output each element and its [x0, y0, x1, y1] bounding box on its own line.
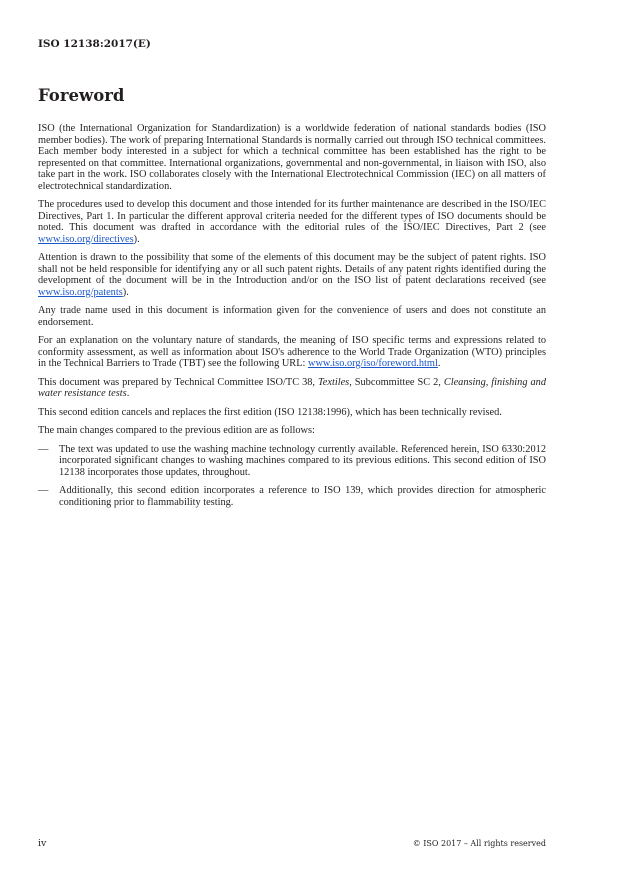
- list-item-text: The text was updated to use the washing machine technology currently available. Referenced herein, ISO 6330:2012 incorporated significant changes to washing machines compared to its previous editions. This second edition of ISO 12138 incorporates those updates, throughout.: [59, 443, 546, 478]
- list-item: [38, 444, 546, 479]
- list-dash: —: [38, 443, 49, 455]
- paragraph-voluntary-nature: For an explanation on the voluntary nature of standards, the meaning of ISO specific terms and expressions related to conformity assessment, as well as information about ISO's adherence to the World Trade Organization (WTO) principles in the Technical Barriers to Trade (TBT) see the following URL: www.iso.org/iso/foreword.html.: [38, 335, 546, 369]
- list-item: [38, 485, 546, 508]
- paragraph-patents: Attention is drawn to the possibility that some of the elements of this document may be the subject of patent rights. ISO shall not be held responsible for identifying any or all such patent rights. Details of any patent rights identified during the development of the document will be in the Introduction and/or on the ISO list of patent declarations received (see www.iso.org/patents).: [38, 252, 546, 298]
- directives-link[interactable]: www.iso.org/directives: [38, 233, 134, 245]
- paragraph-procedures: The procedures used to develop this document and those intended for its further maintenance are described in the ISO/IEC Directives, Part 1. In particular the different approval criteria needed for the different types of ISO documents should be noted. This document was drafted in accordance with the editorial rules of the ISO/IEC Directives, Part 2 (see www.iso.org/directives).: [38, 199, 546, 245]
- document-identifier: ISO 12138:2017(E): [38, 38, 151, 50]
- paragraph-trade-name: Any trade name used in this document is information given for the convenience of users and does not constitute an endorsement.: [38, 305, 546, 328]
- copyright-notice: © ISO 2017 – All rights reserved: [412, 839, 546, 848]
- foreword-link[interactable]: www.iso.org/iso/foreword.html: [307, 358, 438, 369]
- page-number: iv: [38, 838, 47, 849]
- page-title: Foreword: [38, 86, 125, 105]
- paragraph-edition: This second edition cancels and replaces the first edition (ISO 12138:1996), which has been technically revised.: [38, 406, 502, 418]
- paragraph-iso-intro: ISO (the International Organization for Standardization) is a worldwide federation of national standards bodies (ISO member bodies). The work of preparing International Standards is normally carried out through ISO technical committees. Each member body interested in a subject for which a technical committee has been established has the right to be represented on that committee. International organizations, governmental and non-governmental, in liaison with ISO, also take part in the work. ISO collaborates closely with the International Electrotechnical Commission (IEC) on all matters of electrotechnical standardization.: [38, 123, 546, 192]
- patents-link[interactable]: www.iso.org/patents: [38, 286, 123, 298]
- paragraph-changes-intro: The main changes compared to the previous edition are as follows:: [38, 425, 315, 436]
- foreword-body: [38, 123, 546, 515]
- list-item-text: Additionally, this second edition incorporates a reference to ISO 139, which provides direction for atmospheric conditioning prior to flammability testing.: [59, 485, 546, 508]
- list-dash: —: [38, 485, 49, 496]
- paragraph-committee: This document was prepared by Technical Committee ISO/TC 38, Textiles, Subcommittee SC 2, Cleansing, finishing and water resistance tests.: [38, 376, 546, 399]
